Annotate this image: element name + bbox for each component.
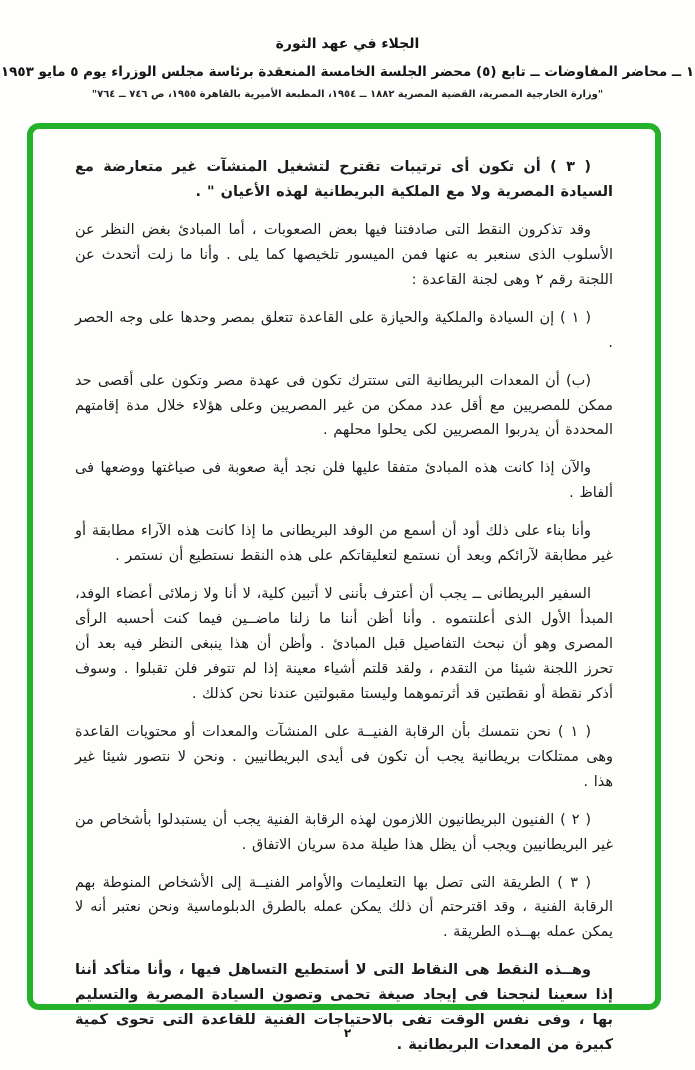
- paragraph: وأنا بناء على ذلك أود أن أسمع من الوفد البريطانى ما إذا كانت هذه الآراء مطابقة أو غير مطابقة لآرائكم وبعد أن نستمع لتعليقاتكم على هذه النقط نستطيع أن نستمر .: [75, 523, 613, 565]
- paragraph: ( ١ ) نحن نتمسك بأن الرقابة الفنيــة على المنشآت والمعدات أو محتويات القاعدة وهى ممتلكات بريطانية يجب أن تكون فى أيدى البريطانيين . ونحن لا نتصور شيئا غير هذا .: [75, 723, 613, 790]
- paragraph: ( ١ ) إن السيادة والملكية والحيازة على القاعدة تتعلق بمصر وحدها على وجه الحصر .: [75, 309, 613, 351]
- document-body: [75, 155, 613, 1058]
- document-header: [0, 0, 695, 100]
- paragraph: (ب) أن المعدات البريطانية التى ستترك تكون فى عهدة مصر وتكون على أقصى حد ممكن للمصريين مع أقل عدد ممكن من غير المصريين وعلى هؤلاء خلال مدة إقامتهم المحددة أن يدربوا المصريين لكى يحلوا محلهم .: [75, 372, 613, 439]
- paragraph: ( ٢ ) الفنيون البريطانيون اللازمون لهذه الرقابة الفنية يجب أن يستبدلوا بأشخاص من غير البريطانيين ويجب أن يظل هذا طيلة مدة سريان الاتفاق .: [75, 811, 613, 853]
- paragraph: السفير البريطانى ــ يجب أن أعترف بأننى لا أتبين كلية، لا أنا ولا زملائى أعضاء الوفد، المبدأ الأول الذى أعلنتموه . وأنا أظن أننا ما زلنا ماضــين فيما كنت أحسبه الرأى المصرى وهو أن نبحث التفاصيل قبل المبادئ . وأظن أن هذا ينبغى النظر فيه بعد أن تحرز اللجنة شيئا من التقدم ، ولقد قلتم أشياء معينة إذا لم تتوفر فلن تقبلوا . وسوف أذكر نقطة أو نقطتين قد أثرتموهما وليستا مقبولتين عندنا نحن كذلك .: [75, 586, 613, 702]
- highlight-box: [27, 123, 661, 1054]
- source-citation: "وزارة الخارجية المصرية، القضية المصرية ١٨٨٢ ــ ١٩٥٤، المطبعة الأميرية بالقاهرة ١٩٥٥، ص ٧٤٦ ــ ٧٦٤": [91, 89, 604, 100]
- paragraph: ( ٣ ) الطريقة التى تصل بها التعليمات والأوامر الفنيــة إلى الأشخاص المنوطة بهم الرقابة الفنية ، وقد اقترحتم أن ذلك يمكن عمله بالطرق الدبلوماسية ونحن نعتبر أنه لا يمكن عمله بهــذه الطريقة .: [75, 874, 613, 941]
- document-title: الجلاء في عهد الثورة: [275, 36, 420, 52]
- document-subtitle: ١ ــ محاضر المفاوضات ــ تابع (٥) محضر الجلسة الخامسة المنعقدة برئاسة مجلس الوزراء يوم ٥ مايو ١٩٥٣: [0, 64, 695, 80]
- page-number: ٢: [343, 1026, 352, 1040]
- paragraph: والآن إذا كانت هذه المبادئ متفقا عليها فلن نجد أية صعوبة فى صياغتها ووضعها فى ألفاظ .: [75, 460, 613, 502]
- paragraph: وقد تذكرون النقط التى صادفتنا فيها بعض الصعوبات ، أما المبادئ بغض النظر عن الأسلوب الذى سنعبر به عنها فمن الميسور تلخيصها كما يلى . وأنا ما زلت أتحدث عن اللجنة رقم ٢ وهى لجنة القاعدة :: [75, 221, 613, 288]
- paragraph: وهــذه النقط هى النقاط التى لا أستطيع التساهل فيها ، وأنا متأكد أننا إذا سعينا لنجحنا فى إيجاد صيغة تحمى وتصون السيادة المصرية والتسليم بها ، وفى نفس الوقت تفى بالاحتياجات الفنية للقاعدة التى تحوى كمية كبيرة من المعدات البريطانية .: [75, 962, 613, 1054]
- paragraph: ( ٣ ) أن تكون أى ترتيبات تقترح لتشغيل المنشآت غير متعارضة مع السيادة المصرية ولا مع الملكية البريطانية لهذه الأعيان " .: [75, 159, 613, 200]
